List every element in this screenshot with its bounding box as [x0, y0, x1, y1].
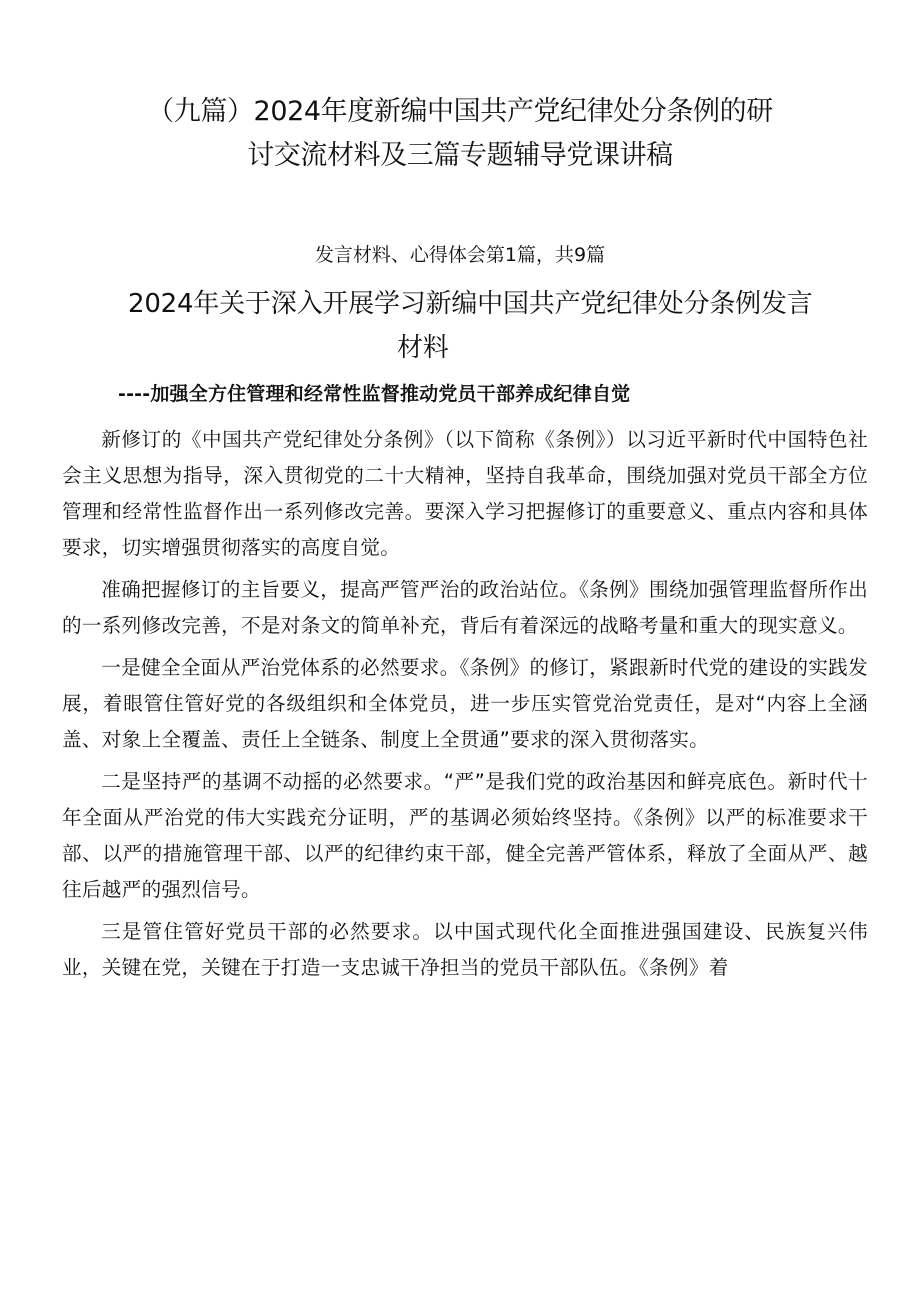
speech-title-line-2: 材料 [397, 333, 449, 363]
body-text [62, 422, 868, 992]
speech-title [100, 282, 880, 370]
paragraph: 新修订的《中国共产党纪律处分条例》（以下简称《条例》）以习近平新时代中国特色社会主义思想为指导，深入贯彻党的二十大精神，坚持自我革命，围绕加强对党员干部全方位管理和经常性监督作出一系列修改完善。要深入学习把握修订的重要意义、重点内容和具体要求，切实增强贯彻落实的高度自觉。 [62, 428, 868, 559]
speech-subtitle: ----加强全方住管理和经常性监督推动党员干部养成纪律自觉 [118, 383, 631, 405]
document-title [90, 90, 830, 178]
document-title-line-2: 讨交流材料及三篇专题辅导党课讲稿 [247, 140, 673, 171]
paragraph: 二是坚持严的基调不动摇的必然要求。“严”是我们党的政治基因和鲜亮底色。新时代十年全面从严治党的伟大实践充分证明，严的基调必须始终坚持。《条例》以严的标准要求干部、以严的措施管理干部、以严的纪律约束干部，健全完善严管体系，释放了全面从严、越往后越严的强烈信号。 [62, 770, 868, 901]
paragraph: 三是管住管好党员干部的必然要求。以中国式现代化全面推进强国建设、民族复兴伟业，关键在党，关键在于打造一支忠诚干净担当的党员干部队伍。《条例》着 [62, 920, 868, 979]
paragraph: 准确把握修订的主旨要义，提高严管严治的政治站位。《条例》围绕加强管理监督所作出的一系列修改完善，不是对条文的简单补充，背后有着深远的战略考量和重大的现实意义。 [62, 578, 868, 637]
speech-title-line-1: 2024年关于深入开展学习新编中国共产党纪律处分条例发言 [128, 289, 813, 319]
document-title-line-1: （九篇）2024年度新编中国共产党纪律处分条例的研 [147, 96, 773, 127]
paragraph: 一是健全全面从严治党体系的必然要求。《条例》的修订，紧跟新时代党的建设的实践发展，着眼管住管好党的各级组织和全体党员，进一步压实管党治党责任，是对“内容上全涵盖、对象上全覆盖、责任上全链条、制度上全贯通”要求的深入贯彻落实。 [62, 656, 868, 751]
section-meta: 发言材料、心得体会第1篇，共9篇 [314, 244, 606, 266]
